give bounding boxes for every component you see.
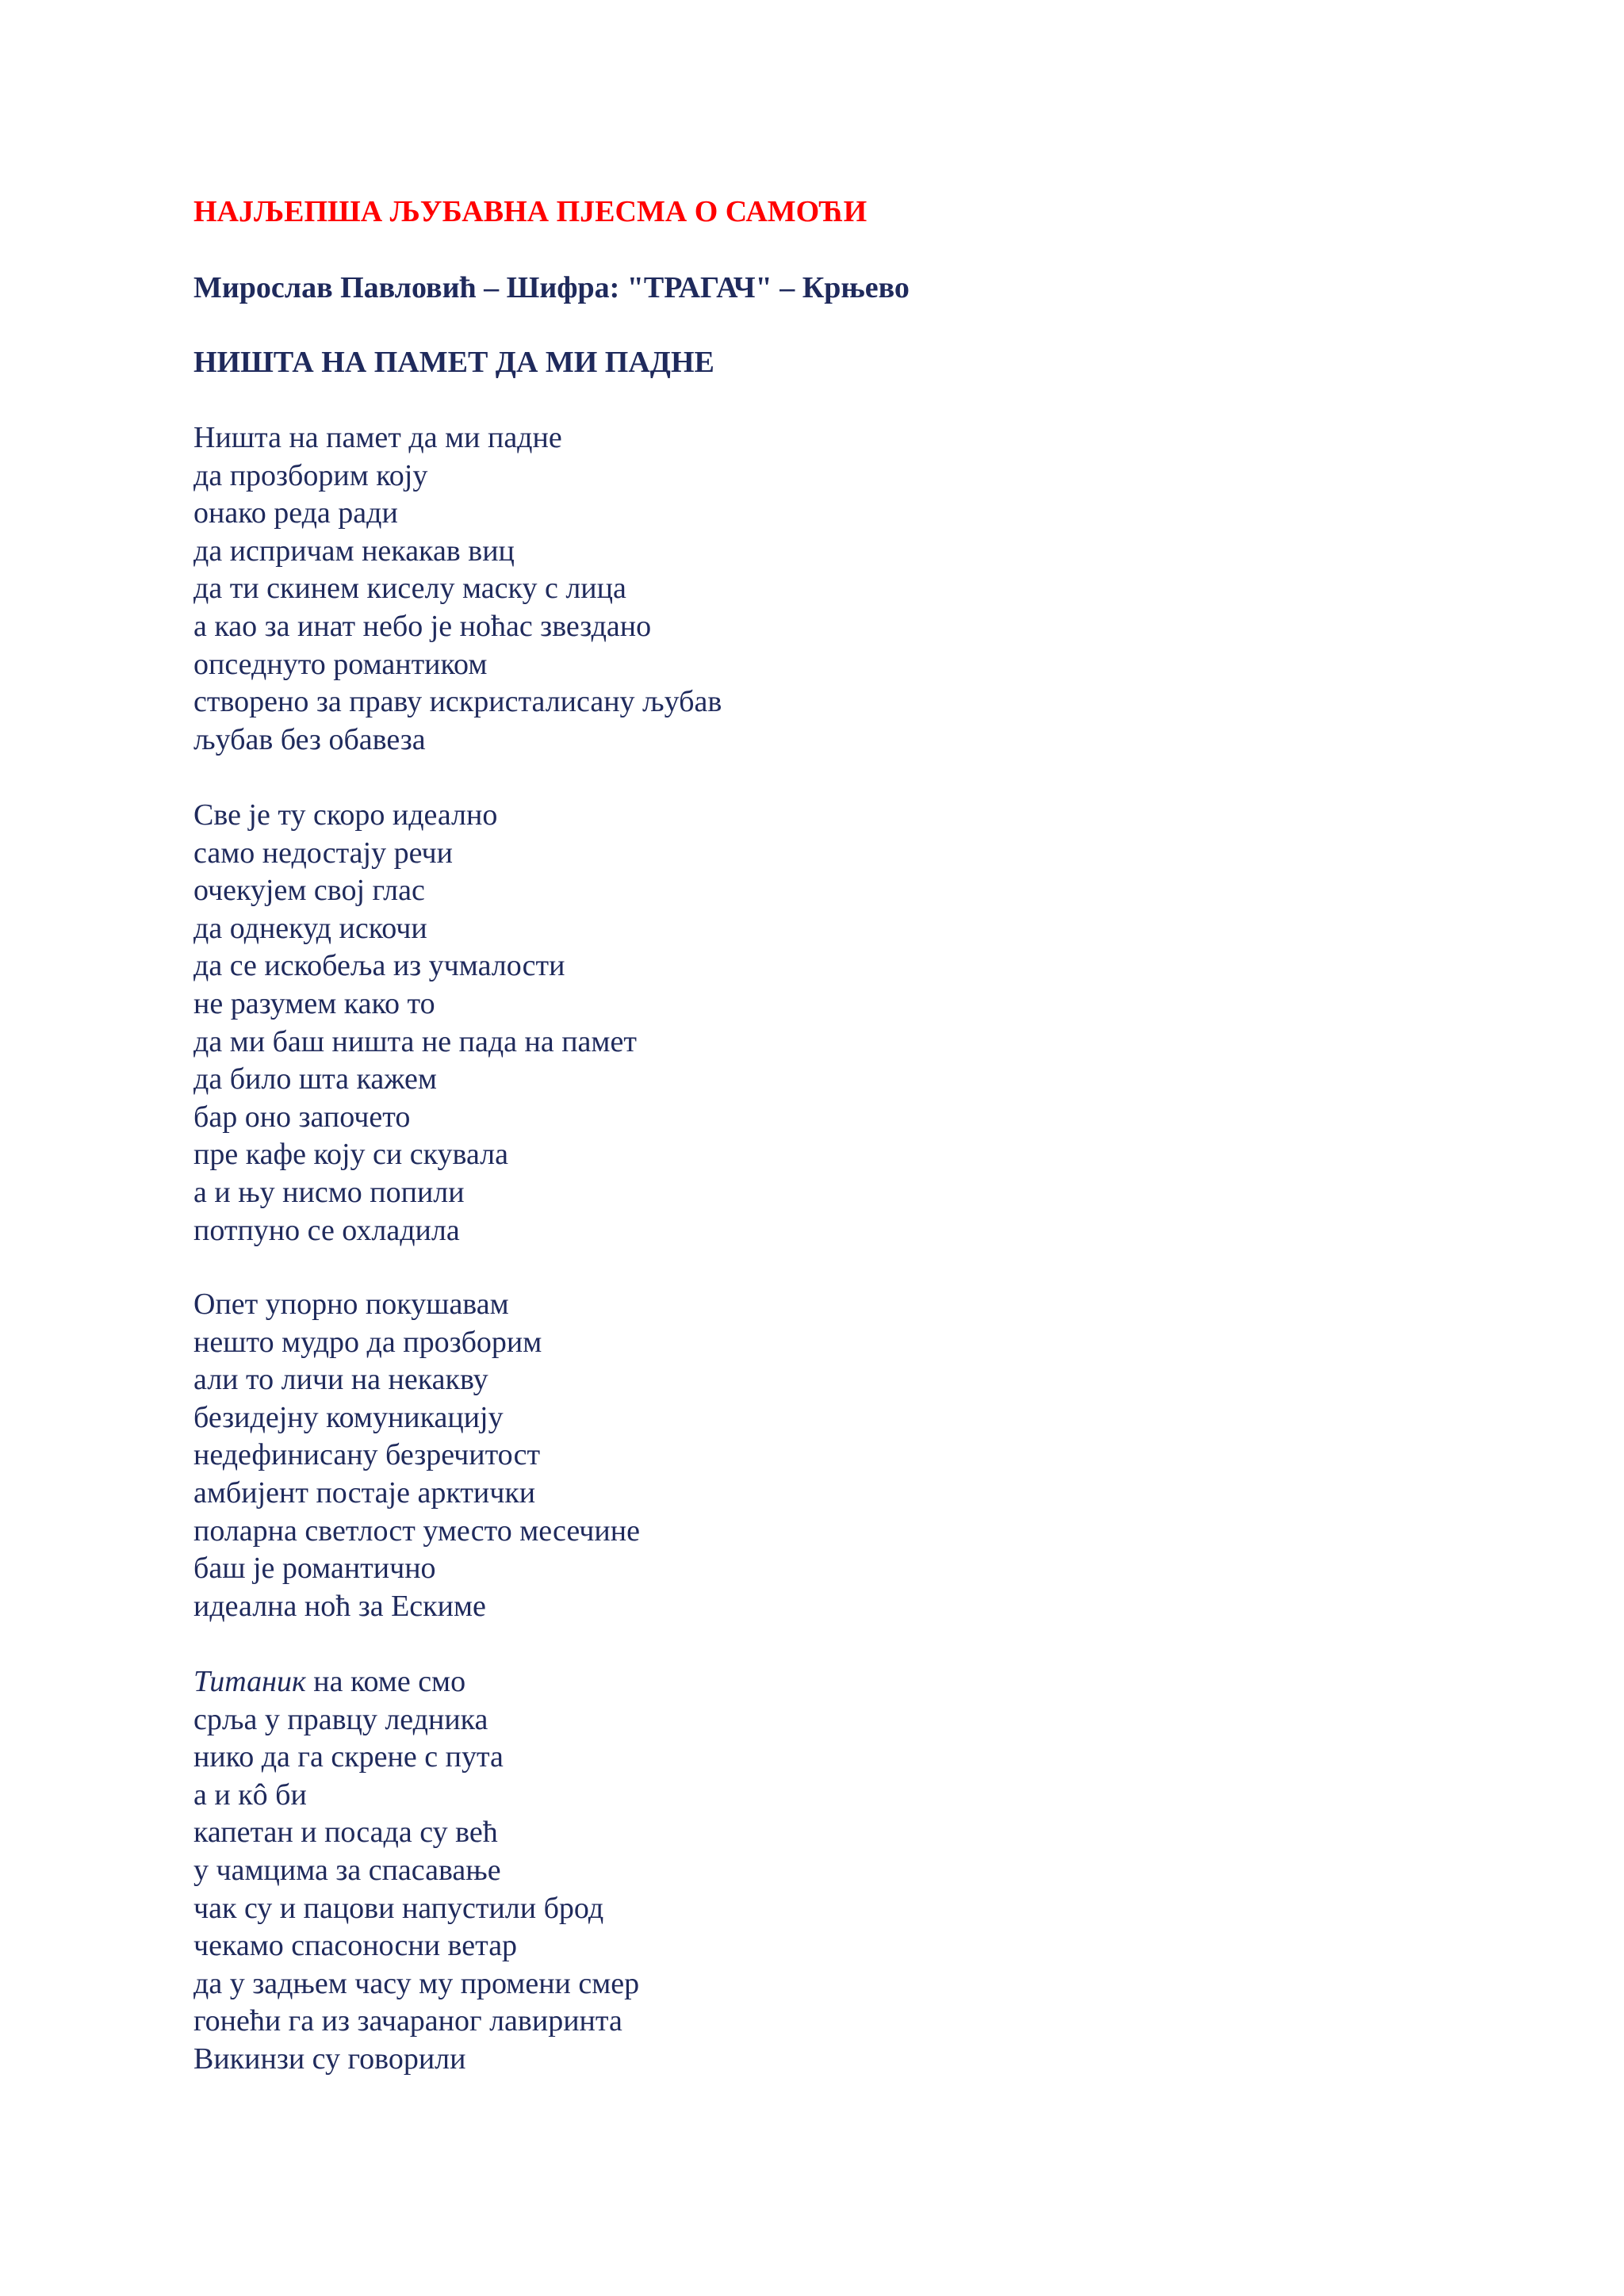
italic-title: Титаник (193, 1665, 306, 1698)
verse-line: а и њу нисмо попили (193, 1175, 465, 1209)
verse-line: да прозборим коју (193, 458, 428, 492)
verse-line: гонећи га из зачараног лавиринта (193, 2004, 622, 2038)
verse-line: да ти скинем киселу маску с лица (193, 572, 626, 606)
verse-line: Викинзи су говорили (193, 2042, 466, 2076)
verse-line: да у задњем часу му промени смер (193, 1966, 640, 2000)
stanza-4 (193, 1663, 639, 2079)
verse-line: нико да га скрене с пута (193, 1740, 504, 1774)
verse-line: да ми баш ништа не пада на памет (193, 1024, 637, 1058)
verse-line: нешто мудро да прозборим (193, 1325, 542, 1359)
verse-line: Опет упорно покушавам (193, 1288, 509, 1321)
verse-line: створено за праву искристалисану љубав (193, 685, 722, 719)
verse-line: очекујем свој глас (193, 874, 425, 908)
verse-line: да однекуд искочи (193, 911, 427, 945)
verse-line: срља у правцу ледника (193, 1702, 488, 1736)
verse-line: да било шта кажем (193, 1062, 437, 1096)
verse-line: само недостају речи (193, 836, 453, 870)
author-line: Мирослав Павловић – Шифра: "ТРАГАЧ" – Крњево (193, 271, 910, 304)
verse-line: баш је романтично (193, 1552, 436, 1586)
verse-line: да испричам некакав виц (193, 534, 515, 568)
verse-line: а као за инат небо је ноћас звездано (193, 609, 652, 643)
stanza-2 (193, 797, 637, 1249)
verse-line: у чамцима за спасавање (193, 1853, 501, 1887)
verse-line: опседнуто романтиком (193, 647, 488, 681)
verse-line: бар оно започето (193, 1100, 411, 1134)
verse-line: недефинисану безречитост (193, 1438, 541, 1472)
verse-line: Све је ту скоро идеално (193, 798, 498, 832)
verse-line: пре кафе коју си скувала (193, 1138, 508, 1172)
verse-line: Ништа на памет да ми падне (193, 421, 562, 454)
verse-line: да се искобеља из учмалости (193, 949, 565, 983)
verse-line: потпуно се охладила (193, 1213, 460, 1247)
verse-line: амбијент постаје арктички (193, 1475, 536, 1510)
verse-line: љубав без обавеза (193, 722, 426, 756)
verse-line: безидејну комуникацију (193, 1400, 504, 1434)
verse-line: чекамо спасоносни ветар (193, 1929, 518, 1963)
stanza-3 (193, 1286, 640, 1625)
verse-line: капетан и посада су већ (193, 1816, 498, 1850)
verse-line: а и кô би (193, 1777, 307, 1812)
document-page (193, 0, 1557, 2296)
verse-line: али то личи на некакву (193, 1363, 488, 1397)
stanza-1 (193, 419, 722, 759)
verse-line-first (193, 1663, 639, 1701)
verse-line: чак су и пацови напустили брод (193, 1891, 604, 1925)
verse-line: не разумем како то (193, 986, 435, 1020)
verse-line: поларна светлост уместо месечине (193, 1513, 640, 1548)
document-title: НАЈЉЕПША ЉУБАВНА ПЈЕСМА О САМОЋИ (193, 195, 868, 228)
verse-line: онако реда ради (193, 496, 398, 530)
verse-line: идеална ноћ за Ескиме (193, 1589, 486, 1623)
verse-line-rest: на коме смо (305, 1665, 466, 1698)
poem-title: НИШТА НА ПАМЕТ ДА МИ ПАДНЕ (193, 346, 714, 379)
